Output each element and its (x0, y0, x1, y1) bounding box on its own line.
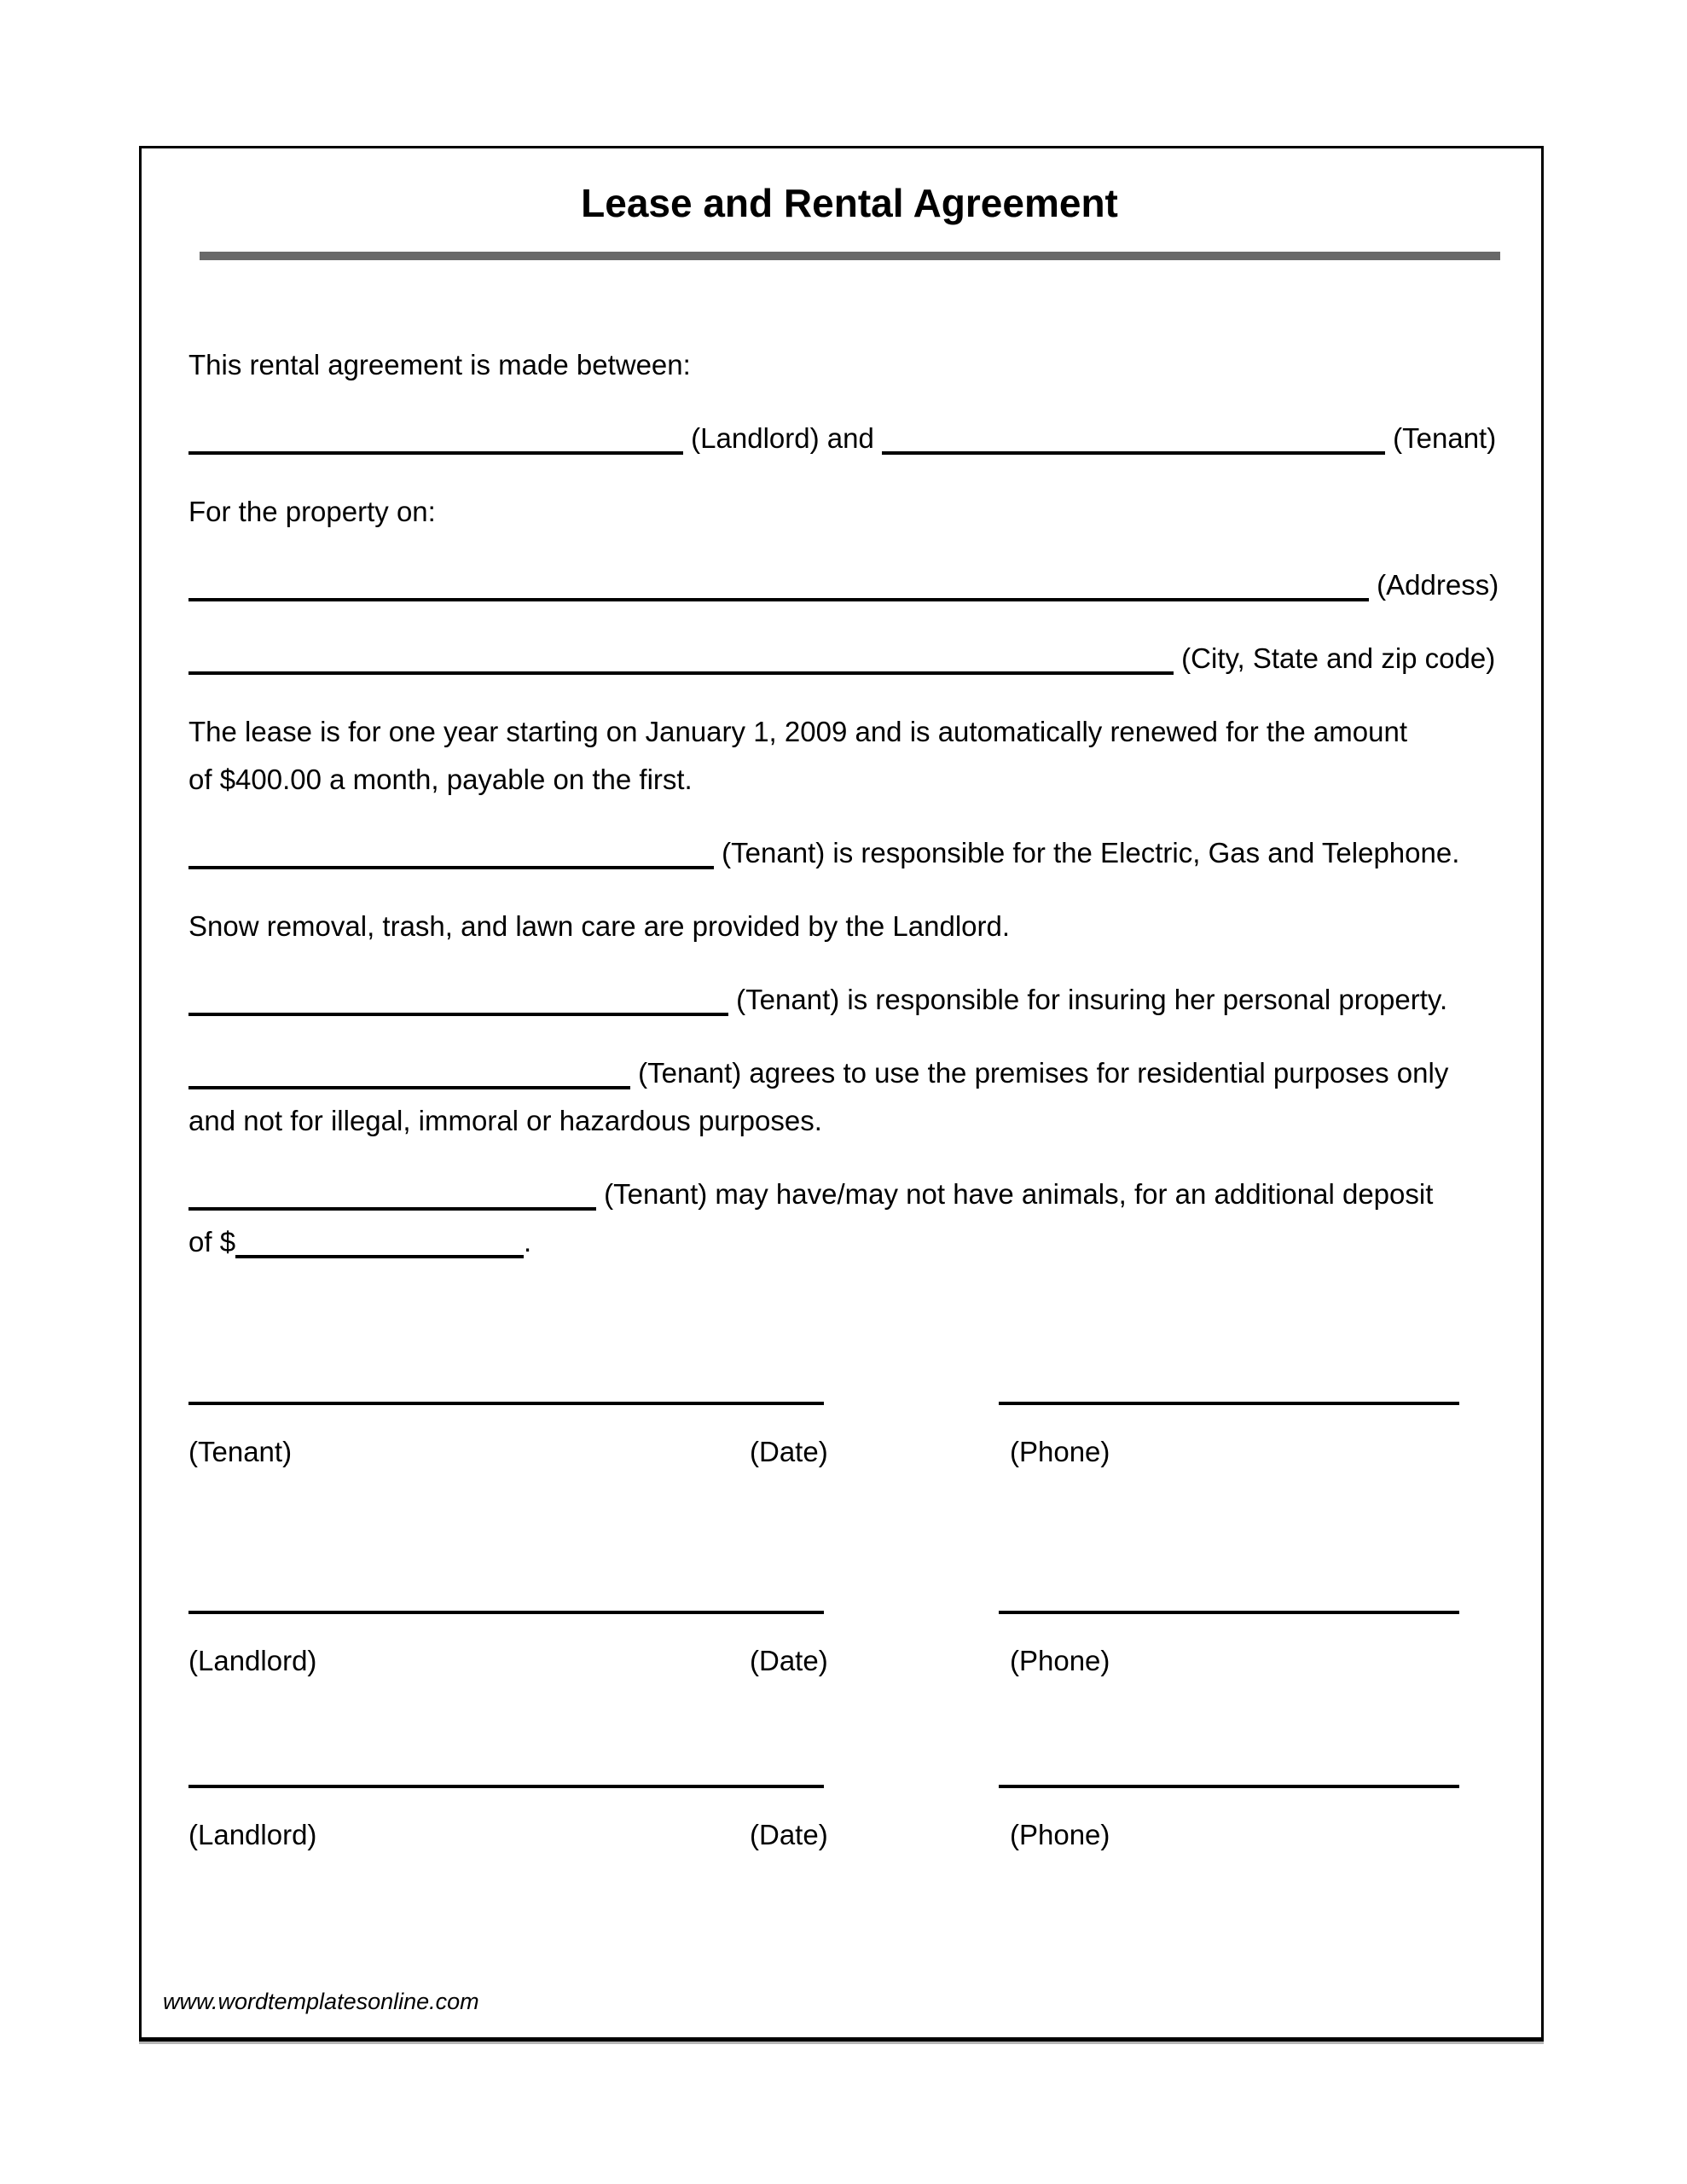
title-divider-rule (200, 252, 1500, 260)
label-landlord-1-left: (Landlord) (188, 1645, 317, 1676)
signature-lines-row (188, 1611, 1510, 1614)
blank-field-tenant-name-animals[interactable] (188, 1185, 596, 1211)
text-run: (Tenant) agrees to use the premises for residential purposes only (630, 1057, 1449, 1089)
paragraph-utilities (188, 829, 1510, 877)
blank-field-property-address[interactable] (188, 576, 1369, 601)
page-border-frame (139, 146, 1544, 2042)
label-tenant-middle: (Date) (750, 1436, 828, 1467)
signature-block-tenant (188, 1402, 1510, 1476)
signature-labels-row (188, 1637, 1510, 1685)
text-run: of $400.00 a month, payable on the first. (188, 764, 693, 795)
text-run: and not for illegal, immoral or hazardous purposes. (188, 1105, 822, 1136)
blank-field-tenant-name-insurance[interactable] (188, 990, 728, 1016)
signature-labels-row (188, 1428, 1510, 1476)
text-run: The lease is for one year starting on January 1, 2009 and is automatically renewed for the amount (188, 716, 1407, 747)
text-run: of $ (188, 1226, 236, 1258)
signature-block-landlord-1 (188, 1611, 1510, 1685)
label-landlord-2-left: (Landlord) (188, 1819, 317, 1850)
paragraph-parties (188, 415, 1510, 462)
blank-field-city-state-zip[interactable] (188, 649, 1174, 675)
phone-line-tenant[interactable] (999, 1402, 1459, 1405)
text-run: For the property on: (188, 496, 436, 527)
label-landlord-1-right: (Phone) (1010, 1645, 1110, 1676)
text-run: This rental agreement is made between: (188, 349, 691, 380)
text-run: (Tenant) is responsible for the Electric, Gas and Telephone. (714, 837, 1460, 868)
phone-line-landlord-2[interactable] (999, 1785, 1459, 1788)
text-run: (Landlord) and (683, 422, 882, 454)
label-landlord-1-middle: (Date) (750, 1645, 828, 1676)
text-run: (Tenant) is responsible for insuring her personal property. (728, 984, 1448, 1015)
signature-lines-row (188, 1785, 1510, 1788)
paragraph-property-intro (188, 488, 1510, 536)
signature-date-line-landlord-2[interactable] (188, 1785, 824, 1788)
phone-line-landlord-1[interactable] (999, 1611, 1459, 1614)
document-body (188, 341, 1510, 1266)
paragraph-insurance (188, 976, 1510, 1024)
text-run: . (524, 1226, 532, 1258)
paragraph-address (188, 561, 1510, 609)
paragraph-animals (188, 1170, 1510, 1266)
paragraph-lease-term (188, 708, 1510, 804)
paragraph-intro (188, 341, 1510, 389)
label-tenant-right: (Phone) (1010, 1436, 1110, 1467)
label-tenant-left: (Tenant) (188, 1436, 293, 1467)
blank-field-tenant-name-premises[interactable] (188, 1064, 630, 1089)
text-run: (Tenant) (1384, 422, 1497, 454)
text-run: Snow removal, trash, and lawn care are provided by the Landlord. (188, 910, 1011, 942)
text-run: (Tenant) may have/may not have animals, for an additional deposit (596, 1178, 1434, 1210)
blank-field-landlord-name[interactable] (188, 429, 683, 455)
blank-field-tenant-name[interactable] (882, 429, 1385, 455)
label-landlord-2-middle: (Date) (750, 1819, 828, 1850)
footer-url: www.wordtemplatesonline.com (163, 1989, 479, 2014)
signature-lines-row (188, 1402, 1510, 1405)
signature-date-line-landlord-1[interactable] (188, 1611, 824, 1614)
paragraph-premises-use (188, 1049, 1510, 1145)
signature-date-line-tenant[interactable] (188, 1402, 824, 1405)
text-run: (City, State and zip code) (1174, 642, 1496, 674)
signature-block-landlord-2 (188, 1785, 1510, 1859)
blank-field-tenant-name-utilities[interactable] (188, 844, 714, 869)
signature-labels-row (188, 1811, 1510, 1859)
signature-section (188, 1402, 1510, 1859)
paragraph-landlord-services (188, 903, 1510, 950)
document-title: Lease and Rental Agreement (581, 181, 1118, 225)
text-run: (Address) (1369, 569, 1499, 601)
blank-field-deposit-amount[interactable] (235, 1233, 524, 1258)
label-landlord-2-right: (Phone) (1010, 1819, 1110, 1850)
paragraph-city-state-zip (188, 635, 1510, 682)
